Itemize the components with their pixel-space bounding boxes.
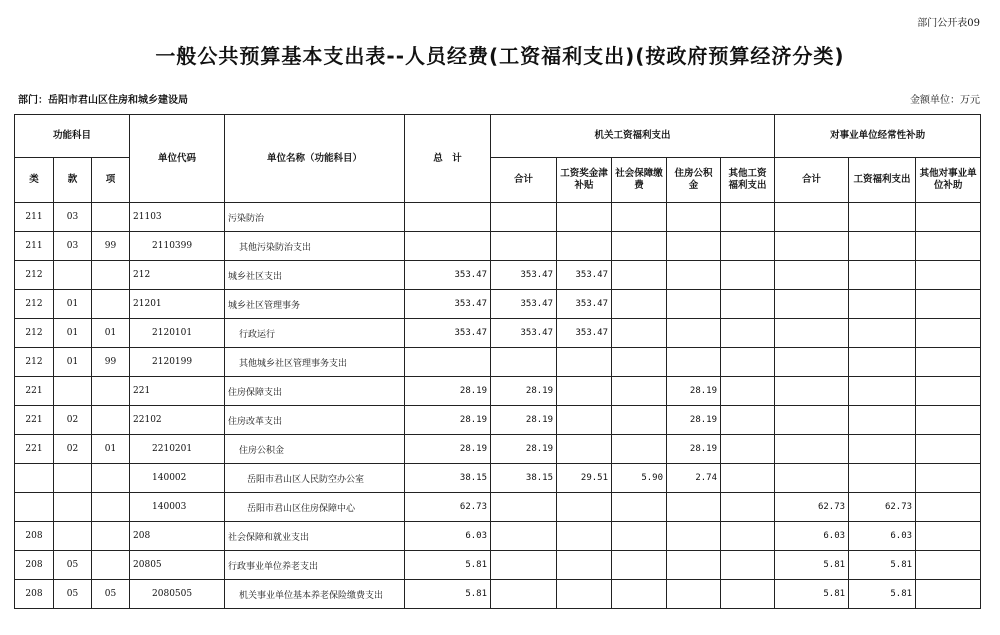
- cell-org-sub: 353.47: [491, 319, 557, 348]
- cell-social: [612, 290, 667, 319]
- table-row: [15, 551, 981, 580]
- cell-other: [721, 319, 775, 348]
- cell-inst-sub: [775, 435, 849, 464]
- header-org-group: 机关工资福利支出: [491, 115, 775, 158]
- cell-other: [721, 377, 775, 406]
- cell-inst-other: [916, 261, 981, 290]
- cell-other: [721, 348, 775, 377]
- table-row: [15, 377, 981, 406]
- cell-social: [612, 406, 667, 435]
- header-org-subtotal: 合计: [491, 158, 557, 203]
- cell-xiang: 01: [92, 435, 130, 464]
- cell-inst-welfare: 5.81: [849, 580, 916, 609]
- table-row: [15, 493, 981, 522]
- cell-org-sub: [491, 522, 557, 551]
- table-row: [15, 464, 981, 493]
- cell-housing: [667, 493, 721, 522]
- cell-inst-welfare: [849, 348, 916, 377]
- cell-inst-other: [916, 348, 981, 377]
- cell-inst-sub: 5.81: [775, 580, 849, 609]
- cell-name: 污染防治: [225, 203, 405, 232]
- cell-bonus: 353.47: [557, 319, 612, 348]
- cell-lei: 221: [15, 435, 54, 464]
- cell-kuan: 02: [54, 406, 92, 435]
- page-title: 一般公共预算基本支出表--人员经费(工资福利支出)(按政府预算经济分类): [155, 44, 845, 68]
- cell-inst-sub: [775, 290, 849, 319]
- cell-name: 城乡社区管理事务: [225, 290, 405, 319]
- cell-kuan: [54, 261, 92, 290]
- cell-name: 岳阳市君山区住房保障中心: [225, 493, 405, 522]
- cell-inst-welfare: [849, 377, 916, 406]
- cell-xiang: [92, 522, 130, 551]
- cell-bonus: [557, 522, 612, 551]
- cell-housing: 28.19: [667, 435, 721, 464]
- cell-lei: [15, 464, 54, 493]
- cell-inst-welfare: [849, 203, 916, 232]
- cell-total: [405, 348, 491, 377]
- cell-inst-welfare: [849, 319, 916, 348]
- cell-kuan: 05: [54, 580, 92, 609]
- cell-total: 353.47: [405, 290, 491, 319]
- cell-lei: 212: [15, 290, 54, 319]
- cell-lei: 208: [15, 580, 54, 609]
- cell-org-sub: 28.19: [491, 435, 557, 464]
- cell-lei: 208: [15, 522, 54, 551]
- cell-kuan: [54, 522, 92, 551]
- cell-social: [612, 551, 667, 580]
- cell-bonus: [557, 551, 612, 580]
- cell-org-sub: [491, 580, 557, 609]
- cell-total: 28.19: [405, 435, 491, 464]
- cell-social: [612, 580, 667, 609]
- header-inst-subtotal: 合计: [775, 158, 849, 203]
- cell-inst-other: [916, 493, 981, 522]
- cell-inst-other: [916, 319, 981, 348]
- table-row: [15, 435, 981, 464]
- cell-inst-other: [916, 232, 981, 261]
- cell-total: 5.81: [405, 551, 491, 580]
- cell-inst-other: [916, 290, 981, 319]
- cell-kuan: 01: [54, 290, 92, 319]
- cell-code: 2210201: [130, 435, 225, 464]
- cell-other: [721, 435, 775, 464]
- cell-code: 2120101: [130, 319, 225, 348]
- cell-total: 6.03: [405, 522, 491, 551]
- cell-kuan: 01: [54, 319, 92, 348]
- cell-inst-sub: [775, 348, 849, 377]
- cell-inst-sub: [775, 232, 849, 261]
- cell-social: [612, 493, 667, 522]
- table-row: [15, 580, 981, 609]
- cell-social: 5.90: [612, 464, 667, 493]
- cell-xiang: 01: [92, 319, 130, 348]
- cell-code: 2080505: [130, 580, 225, 609]
- cell-other: [721, 290, 775, 319]
- cell-bonus: [557, 203, 612, 232]
- cell-inst-other: [916, 406, 981, 435]
- header-org-other: 其他工资福利支出: [721, 158, 775, 203]
- cell-code: 140002: [130, 464, 225, 493]
- cell-social: [612, 348, 667, 377]
- cell-inst-other: [916, 203, 981, 232]
- cell-total: 28.19: [405, 377, 491, 406]
- cell-total: [405, 232, 491, 261]
- cell-housing: [667, 290, 721, 319]
- department-label: 部门：岳阳市君山区住房和城乡建设局: [18, 95, 188, 106]
- cell-code: 20805: [130, 551, 225, 580]
- cell-lei: 211: [15, 203, 54, 232]
- cell-housing: [667, 319, 721, 348]
- cell-inst-welfare: [849, 464, 916, 493]
- cell-housing: 2.74: [667, 464, 721, 493]
- form-number: 部门公开表09: [917, 18, 980, 29]
- cell-bonus: [557, 493, 612, 522]
- cell-xiang: 99: [92, 348, 130, 377]
- cell-inst-welfare: [849, 261, 916, 290]
- cell-org-sub: [491, 203, 557, 232]
- cell-lei: [15, 493, 54, 522]
- cell-inst-welfare: [849, 290, 916, 319]
- table-body: [15, 203, 981, 609]
- header-unit-name: 单位名称（功能科目）: [225, 115, 405, 203]
- cell-name: 社会保障和就业支出: [225, 522, 405, 551]
- cell-social: [612, 261, 667, 290]
- header-inst-other: 其他对事业单位补助: [916, 158, 981, 203]
- cell-kuan: 05: [54, 551, 92, 580]
- cell-total: 5.81: [405, 580, 491, 609]
- cell-org-sub: 353.47: [491, 261, 557, 290]
- header-lei: 类: [15, 158, 54, 203]
- cell-name: 住房保障支出: [225, 377, 405, 406]
- cell-inst-other: [916, 580, 981, 609]
- cell-code: 21103: [130, 203, 225, 232]
- cell-other: [721, 464, 775, 493]
- cell-housing: [667, 551, 721, 580]
- cell-name: 行政运行: [225, 319, 405, 348]
- cell-total: 353.47: [405, 261, 491, 290]
- cell-name: 其他城乡社区管理事务支出: [225, 348, 405, 377]
- amount-unit-label: 金额单位：万元: [910, 95, 980, 106]
- cell-inst-other: [916, 435, 981, 464]
- cell-total: 353.47: [405, 319, 491, 348]
- cell-lei: 211: [15, 232, 54, 261]
- cell-xiang: [92, 377, 130, 406]
- cell-org-sub: 38.15: [491, 464, 557, 493]
- cell-lei: 221: [15, 406, 54, 435]
- cell-bonus: 353.47: [557, 290, 612, 319]
- header-unit-code: 单位代码: [130, 115, 225, 203]
- cell-social: [612, 377, 667, 406]
- cell-other: [721, 580, 775, 609]
- cell-bonus: 29.51: [557, 464, 612, 493]
- header-total: 总 计: [405, 115, 491, 203]
- cell-xiang: [92, 551, 130, 580]
- cell-bonus: [557, 406, 612, 435]
- cell-bonus: [557, 232, 612, 261]
- cell-kuan: [54, 377, 92, 406]
- header-inst-group: 对事业单位经常性补助: [775, 115, 981, 158]
- cell-other: [721, 232, 775, 261]
- cell-name: 行政事业单位养老支出: [225, 551, 405, 580]
- cell-inst-other: [916, 377, 981, 406]
- cell-housing: [667, 580, 721, 609]
- cell-name: 住房改革支出: [225, 406, 405, 435]
- cell-inst-sub: [775, 406, 849, 435]
- cell-total: [405, 203, 491, 232]
- cell-inst-sub: [775, 203, 849, 232]
- cell-housing: [667, 261, 721, 290]
- table-row: [15, 290, 981, 319]
- cell-name: 岳阳市君山区人民防空办公室: [225, 464, 405, 493]
- cell-inst-other: [916, 551, 981, 580]
- cell-xiang: [92, 290, 130, 319]
- cell-social: [612, 522, 667, 551]
- cell-code: 2110399: [130, 232, 225, 261]
- cell-total: 38.15: [405, 464, 491, 493]
- cell-xiang: 05: [92, 580, 130, 609]
- cell-inst-welfare: 62.73: [849, 493, 916, 522]
- cell-name: 城乡社区支出: [225, 261, 405, 290]
- cell-code: 212: [130, 261, 225, 290]
- header-org-housing: 住房公积金: [667, 158, 721, 203]
- cell-social: [612, 319, 667, 348]
- cell-housing: 28.19: [667, 406, 721, 435]
- cell-code: 22102: [130, 406, 225, 435]
- cell-other: [721, 261, 775, 290]
- budget-table: [14, 114, 981, 609]
- cell-org-sub: 28.19: [491, 406, 557, 435]
- cell-code: 21201: [130, 290, 225, 319]
- cell-org-sub: 353.47: [491, 290, 557, 319]
- table-row: [15, 319, 981, 348]
- cell-inst-sub: [775, 261, 849, 290]
- cell-lei: 212: [15, 319, 54, 348]
- cell-code: 140003: [130, 493, 225, 522]
- cell-total: 28.19: [405, 406, 491, 435]
- cell-org-sub: [491, 348, 557, 377]
- cell-inst-sub: [775, 377, 849, 406]
- cell-inst-sub: 62.73: [775, 493, 849, 522]
- cell-name: 住房公积金: [225, 435, 405, 464]
- cell-xiang: [92, 464, 130, 493]
- cell-housing: [667, 232, 721, 261]
- cell-xiang: [92, 493, 130, 522]
- cell-inst-other: [916, 522, 981, 551]
- cell-bonus: [557, 580, 612, 609]
- cell-org-sub: 28.19: [491, 377, 557, 406]
- cell-name: 其他污染防治支出: [225, 232, 405, 261]
- cell-total: 62.73: [405, 493, 491, 522]
- cell-other: [721, 493, 775, 522]
- cell-code: 221: [130, 377, 225, 406]
- cell-social: [612, 232, 667, 261]
- cell-other: [721, 406, 775, 435]
- cell-bonus: [557, 435, 612, 464]
- cell-other: [721, 203, 775, 232]
- cell-kuan: 03: [54, 203, 92, 232]
- cell-bonus: [557, 377, 612, 406]
- cell-housing: [667, 203, 721, 232]
- cell-name: 机关事业单位基本养老保险缴费支出: [225, 580, 405, 609]
- cell-other: [721, 522, 775, 551]
- table-row: [15, 232, 981, 261]
- cell-inst-welfare: [849, 435, 916, 464]
- cell-kuan: [54, 464, 92, 493]
- cell-xiang: 99: [92, 232, 130, 261]
- header-kuan: 款: [54, 158, 92, 203]
- cell-inst-sub: [775, 319, 849, 348]
- cell-inst-welfare: [849, 232, 916, 261]
- cell-inst-welfare: 6.03: [849, 522, 916, 551]
- cell-kuan: [54, 493, 92, 522]
- table-row: [15, 203, 981, 232]
- cell-xiang: [92, 203, 130, 232]
- cell-inst-welfare: [849, 406, 916, 435]
- cell-lei: 221: [15, 377, 54, 406]
- cell-social: [612, 435, 667, 464]
- cell-housing: 28.19: [667, 377, 721, 406]
- table-header: [15, 115, 981, 203]
- cell-other: [721, 551, 775, 580]
- cell-org-sub: [491, 232, 557, 261]
- cell-lei: 212: [15, 348, 54, 377]
- cell-bonus: [557, 348, 612, 377]
- cell-inst-welfare: 5.81: [849, 551, 916, 580]
- cell-lei: 212: [15, 261, 54, 290]
- table-row: [15, 261, 981, 290]
- cell-code: 208: [130, 522, 225, 551]
- cell-org-sub: [491, 493, 557, 522]
- cell-inst-other: [916, 464, 981, 493]
- header-inst-welfare: 工资福利支出: [849, 158, 916, 203]
- header-xiang: 项: [92, 158, 130, 203]
- cell-code: 2120199: [130, 348, 225, 377]
- cell-kuan: 01: [54, 348, 92, 377]
- table-row: [15, 348, 981, 377]
- cell-xiang: [92, 406, 130, 435]
- header-func-subject: 功能科目: [15, 115, 130, 158]
- cell-xiang: [92, 261, 130, 290]
- cell-lei: 208: [15, 551, 54, 580]
- table-row: [15, 406, 981, 435]
- cell-bonus: 353.47: [557, 261, 612, 290]
- cell-housing: [667, 348, 721, 377]
- cell-social: [612, 203, 667, 232]
- cell-inst-sub: 6.03: [775, 522, 849, 551]
- cell-kuan: 03: [54, 232, 92, 261]
- table-row: [15, 522, 981, 551]
- cell-inst-sub: 5.81: [775, 551, 849, 580]
- header-org-social: 社会保障缴费: [612, 158, 667, 203]
- header-org-bonus: 工资奖金津补贴: [557, 158, 612, 203]
- cell-inst-sub: [775, 464, 849, 493]
- cell-org-sub: [491, 551, 557, 580]
- cell-housing: [667, 522, 721, 551]
- cell-kuan: 02: [54, 435, 92, 464]
